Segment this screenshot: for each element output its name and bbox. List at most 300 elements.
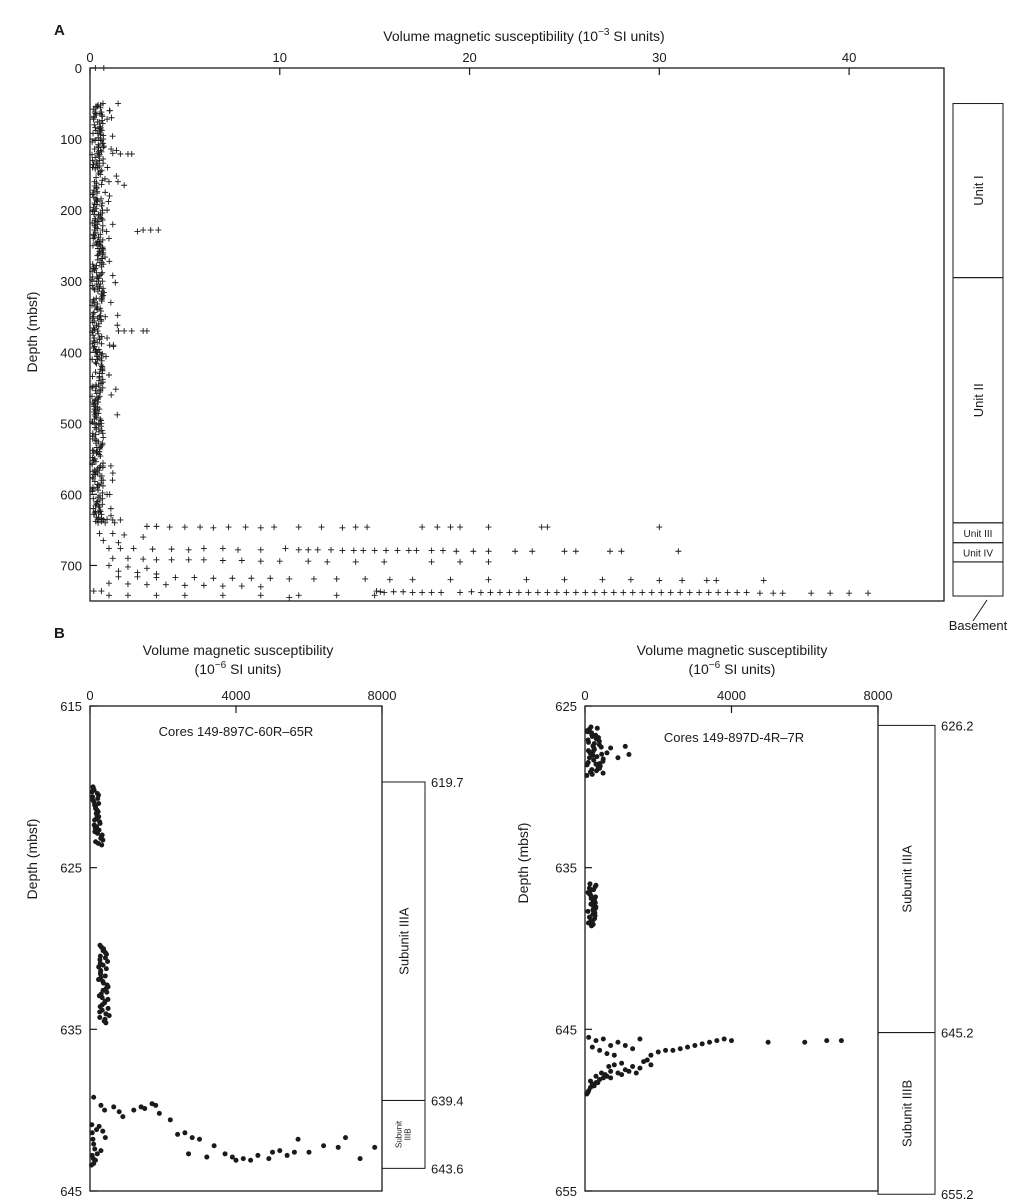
data-point bbox=[623, 744, 628, 749]
data-point bbox=[679, 577, 685, 583]
data-point bbox=[486, 559, 492, 565]
data-point bbox=[90, 496, 96, 502]
data-point bbox=[186, 547, 192, 553]
data-point bbox=[700, 1041, 705, 1046]
panel-a-x-tick-label: 40 bbox=[841, 50, 857, 65]
data-point bbox=[623, 1043, 628, 1048]
data-point bbox=[448, 577, 454, 583]
data-point bbox=[590, 734, 595, 739]
data-point bbox=[286, 594, 292, 600]
data-point bbox=[97, 305, 103, 311]
panel-b1-boundary-depth-label: 643.6 bbox=[431, 1161, 464, 1177]
data-point bbox=[637, 1037, 642, 1042]
data-point bbox=[223, 1151, 228, 1156]
data-point bbox=[169, 557, 175, 563]
data-point bbox=[241, 1156, 246, 1161]
data-point bbox=[239, 583, 245, 589]
data-point bbox=[153, 575, 159, 581]
data-point bbox=[96, 429, 102, 435]
data-point bbox=[115, 574, 121, 580]
data-point bbox=[585, 909, 590, 914]
panel-a-unit-label: Unit II bbox=[971, 383, 986, 418]
data-point bbox=[561, 548, 567, 554]
data-point bbox=[169, 546, 175, 552]
data-point bbox=[285, 1153, 290, 1158]
data-point bbox=[619, 1061, 624, 1066]
data-point bbox=[106, 258, 112, 264]
data-point bbox=[92, 125, 98, 131]
data-point bbox=[90, 298, 96, 304]
data-point bbox=[457, 524, 463, 530]
data-point bbox=[102, 176, 108, 182]
panel-b2-plot-frame bbox=[585, 706, 878, 1191]
data-point bbox=[255, 1153, 260, 1158]
data-point bbox=[100, 435, 106, 441]
data-point bbox=[729, 1038, 734, 1043]
data-point bbox=[593, 1038, 598, 1043]
data-point bbox=[364, 524, 370, 530]
data-point bbox=[99, 118, 105, 124]
data-point bbox=[153, 1103, 158, 1108]
panel-b1-y-tick-label: 625 bbox=[60, 860, 82, 876]
data-point bbox=[121, 182, 127, 188]
panel-b1-x-axis-title-line1: Volume magnetic susceptibility bbox=[142, 642, 334, 658]
panel-a-data-points bbox=[89, 65, 871, 600]
data-point bbox=[90, 1130, 95, 1135]
data-point bbox=[125, 592, 131, 598]
data-point bbox=[95, 487, 101, 493]
data-point bbox=[115, 328, 121, 334]
data-point bbox=[334, 592, 340, 598]
data-point bbox=[98, 308, 104, 314]
data-point bbox=[668, 589, 674, 595]
data-point bbox=[93, 432, 99, 438]
panel-b2-x-tick-label: 4000 bbox=[717, 688, 746, 703]
data-point bbox=[201, 545, 207, 551]
data-point bbox=[243, 524, 249, 530]
data-point bbox=[197, 524, 203, 530]
panel-a-y-tick-label: 0 bbox=[74, 61, 82, 76]
data-point bbox=[282, 545, 288, 551]
data-point bbox=[582, 589, 588, 595]
data-point bbox=[106, 545, 112, 551]
data-point bbox=[210, 575, 216, 581]
data-point bbox=[597, 1048, 602, 1053]
data-point bbox=[328, 547, 334, 553]
data-point bbox=[585, 762, 590, 767]
data-point bbox=[358, 1156, 363, 1161]
data-point bbox=[155, 227, 161, 233]
data-point bbox=[100, 237, 106, 243]
panel-a-y-tick-label: 300 bbox=[60, 274, 82, 290]
data-point bbox=[339, 525, 345, 531]
data-point bbox=[620, 589, 626, 595]
data-point bbox=[110, 555, 116, 561]
data-point bbox=[89, 1163, 94, 1168]
data-point bbox=[90, 130, 96, 136]
data-point bbox=[121, 532, 127, 538]
data-point bbox=[639, 589, 645, 595]
data-point bbox=[336, 1145, 341, 1150]
panel-a-x-tick-label: 30 bbox=[652, 50, 667, 65]
data-point bbox=[258, 584, 264, 590]
data-point bbox=[120, 1114, 125, 1119]
data-point bbox=[626, 752, 631, 757]
data-point bbox=[663, 1048, 668, 1053]
data-point bbox=[106, 1006, 111, 1011]
data-point bbox=[95, 481, 101, 487]
data-point bbox=[685, 1045, 690, 1050]
data-point bbox=[722, 1037, 727, 1042]
data-point bbox=[90, 789, 95, 794]
panel-b1-x-tick-label: 4000 bbox=[221, 688, 251, 703]
data-point bbox=[106, 562, 112, 568]
data-point bbox=[612, 1053, 617, 1058]
data-point bbox=[90, 486, 96, 492]
data-point bbox=[658, 589, 664, 595]
data-point bbox=[305, 547, 311, 553]
data-point bbox=[113, 386, 119, 392]
data-point bbox=[191, 575, 197, 581]
data-point bbox=[512, 548, 518, 554]
data-point bbox=[103, 973, 108, 978]
data-point bbox=[95, 288, 101, 294]
data-point bbox=[92, 1146, 97, 1151]
data-point bbox=[97, 453, 103, 459]
data-point bbox=[590, 772, 595, 777]
data-point bbox=[90, 332, 96, 338]
data-point bbox=[98, 588, 104, 594]
data-point bbox=[121, 328, 127, 334]
data-point bbox=[429, 548, 435, 554]
data-point bbox=[584, 773, 589, 778]
data-point bbox=[434, 524, 440, 530]
panel-b1-y-tick-label: 645 bbox=[60, 1184, 82, 1199]
data-point bbox=[487, 589, 493, 595]
data-point bbox=[220, 583, 226, 589]
panel-b2-lithologic-units bbox=[878, 718, 974, 1200]
data-point bbox=[97, 1010, 102, 1015]
data-point bbox=[593, 762, 598, 767]
panel-b1-unit-label: Subunit IIIA bbox=[396, 907, 412, 975]
data-point bbox=[97, 1015, 102, 1020]
data-point bbox=[104, 491, 110, 497]
data-point bbox=[630, 1064, 635, 1069]
data-point bbox=[92, 818, 97, 823]
data-point bbox=[761, 577, 767, 583]
data-point bbox=[744, 589, 750, 595]
data-point bbox=[453, 548, 459, 554]
data-point bbox=[175, 1132, 180, 1137]
data-point bbox=[106, 179, 112, 185]
data-point bbox=[92, 510, 98, 516]
data-point bbox=[110, 344, 116, 350]
data-point bbox=[470, 548, 476, 554]
data-point bbox=[106, 108, 112, 114]
panel-b1-unit-label: SubunitIIIB bbox=[394, 1120, 413, 1148]
data-point bbox=[619, 1072, 624, 1077]
data-point bbox=[210, 525, 216, 531]
data-point bbox=[102, 189, 108, 195]
data-point bbox=[277, 558, 283, 564]
data-point bbox=[182, 582, 188, 588]
data-point bbox=[220, 557, 226, 563]
data-point bbox=[248, 575, 254, 581]
data-point bbox=[258, 547, 264, 553]
data-point bbox=[292, 1150, 297, 1155]
data-point bbox=[606, 1064, 611, 1069]
data-point bbox=[92, 425, 98, 431]
panel-b2-y-axis-title: Depth (mbsf) bbox=[515, 822, 531, 904]
data-point bbox=[104, 228, 110, 234]
data-point bbox=[197, 1137, 202, 1142]
panel-a-x-axis-title: Volume magnetic susceptibility ($10^{-3}$ SI units) bbox=[383, 27, 665, 44]
data-point bbox=[97, 312, 103, 318]
panel-b2-boundary-depth-label: 626.2 bbox=[941, 718, 974, 734]
data-point bbox=[725, 589, 731, 595]
data-point bbox=[554, 589, 560, 595]
data-point bbox=[134, 574, 140, 580]
data-point bbox=[102, 314, 108, 320]
data-point bbox=[757, 590, 763, 596]
data-point bbox=[94, 307, 100, 313]
data-point bbox=[134, 228, 140, 234]
data-point bbox=[678, 1046, 683, 1051]
data-point bbox=[258, 592, 264, 598]
data-point bbox=[140, 227, 146, 233]
panel-a-y-tick-label: 500 bbox=[60, 416, 82, 432]
data-point bbox=[167, 524, 173, 530]
data-point bbox=[457, 559, 463, 565]
data-point bbox=[839, 1038, 844, 1043]
data-point bbox=[648, 1062, 653, 1067]
data-point bbox=[586, 1035, 591, 1040]
data-point bbox=[114, 412, 120, 418]
data-point bbox=[91, 227, 97, 233]
data-point bbox=[630, 589, 636, 595]
data-point bbox=[808, 590, 814, 596]
data-point bbox=[734, 589, 740, 595]
data-point bbox=[362, 576, 368, 582]
panel-b2-x-axis-title-line1: Volume magnetic susceptibility bbox=[636, 642, 828, 658]
data-point bbox=[589, 923, 594, 928]
data-point bbox=[92, 109, 98, 115]
data-point bbox=[319, 524, 325, 530]
data-point bbox=[594, 768, 599, 773]
data-point bbox=[99, 200, 105, 206]
data-point bbox=[448, 524, 454, 530]
data-point bbox=[780, 590, 786, 596]
data-point bbox=[91, 314, 97, 320]
data-point bbox=[525, 589, 531, 595]
panel-a-lithologic-units bbox=[953, 104, 1003, 596]
data-point bbox=[140, 556, 146, 562]
data-point bbox=[92, 137, 98, 143]
data-point bbox=[104, 207, 110, 213]
data-point bbox=[129, 151, 135, 157]
data-point bbox=[656, 524, 662, 530]
data-point bbox=[110, 133, 116, 139]
panel-a-y-tick-label: 400 bbox=[60, 345, 82, 361]
panel-b1-axes bbox=[60, 688, 396, 1199]
data-point bbox=[506, 589, 512, 595]
panel-b1-y-axis-title: Depth (mbsf) bbox=[24, 818, 40, 900]
data-point bbox=[91, 122, 97, 128]
panel-b1-y-tick-label: 615 bbox=[60, 699, 82, 714]
data-point bbox=[186, 1151, 191, 1156]
data-point bbox=[100, 538, 106, 544]
panel-b-letter: B bbox=[54, 625, 65, 642]
data-point bbox=[91, 335, 97, 341]
data-point bbox=[296, 524, 302, 530]
data-point bbox=[648, 1053, 653, 1058]
data-point bbox=[90, 285, 96, 291]
data-point bbox=[93, 206, 99, 212]
data-point bbox=[381, 559, 387, 565]
data-point bbox=[286, 576, 292, 582]
data-point bbox=[129, 328, 135, 334]
data-point bbox=[618, 548, 624, 554]
data-point bbox=[588, 1079, 593, 1084]
data-point bbox=[204, 1155, 209, 1160]
data-point bbox=[258, 558, 264, 564]
data-point bbox=[100, 490, 106, 496]
data-point bbox=[95, 796, 100, 801]
data-point bbox=[99, 216, 105, 222]
data-point bbox=[372, 1145, 377, 1150]
data-point bbox=[391, 589, 397, 595]
panel-b2-unit-label: Subunit IIIA bbox=[899, 845, 915, 913]
data-point bbox=[400, 589, 406, 595]
data-point bbox=[590, 1045, 595, 1050]
data-point bbox=[305, 558, 311, 564]
data-point bbox=[108, 392, 114, 398]
data-point bbox=[201, 557, 207, 563]
panel-a-unit-label: Unit I bbox=[971, 175, 986, 206]
data-point bbox=[212, 1143, 217, 1148]
data-point bbox=[98, 1103, 103, 1108]
panel-a-unit-box bbox=[953, 562, 1003, 596]
data-point bbox=[144, 582, 150, 588]
data-point bbox=[163, 582, 169, 588]
data-point bbox=[91, 1095, 96, 1100]
data-point bbox=[96, 371, 102, 377]
data-point bbox=[234, 1158, 239, 1163]
data-point bbox=[523, 577, 529, 583]
data-point bbox=[182, 592, 188, 598]
panel-a-x-tick-label: 0 bbox=[86, 50, 94, 65]
data-point bbox=[599, 745, 604, 750]
data-point bbox=[239, 557, 245, 563]
data-point bbox=[98, 126, 104, 132]
panel-a-unit-label: Unit IV bbox=[962, 548, 994, 560]
data-point bbox=[677, 589, 683, 595]
data-point bbox=[103, 354, 109, 360]
data-point bbox=[713, 577, 719, 583]
data-point bbox=[94, 390, 100, 396]
data-point bbox=[144, 565, 150, 571]
data-point bbox=[157, 1111, 162, 1116]
panel-a-y-tick-label: 700 bbox=[60, 558, 82, 574]
data-point bbox=[115, 540, 121, 546]
data-point bbox=[544, 524, 550, 530]
data-point bbox=[529, 548, 535, 554]
data-point bbox=[381, 589, 387, 595]
data-point bbox=[226, 524, 232, 530]
data-point bbox=[623, 1067, 628, 1072]
data-point bbox=[153, 523, 159, 529]
data-point bbox=[440, 548, 446, 554]
data-point bbox=[99, 358, 105, 364]
data-point bbox=[599, 752, 604, 757]
data-point bbox=[353, 559, 359, 565]
data-point bbox=[353, 524, 359, 530]
data-point bbox=[827, 590, 833, 596]
panel-a-x-tick-label: 10 bbox=[272, 50, 288, 65]
data-point bbox=[107, 1013, 112, 1018]
data-point bbox=[125, 581, 131, 587]
data-point bbox=[360, 548, 366, 554]
data-point bbox=[539, 524, 545, 530]
data-point bbox=[296, 1137, 301, 1142]
data-point bbox=[182, 524, 188, 530]
data-point bbox=[604, 1051, 609, 1056]
data-point bbox=[92, 146, 98, 152]
data-point bbox=[611, 589, 617, 595]
data-point bbox=[103, 1020, 108, 1025]
data-point bbox=[125, 564, 131, 570]
panel-b2-unit-label: Subunit IIIB bbox=[899, 1079, 915, 1148]
panel-b2-x-tick-label: 8000 bbox=[863, 688, 893, 703]
data-point bbox=[486, 577, 492, 583]
data-point bbox=[144, 328, 150, 334]
data-point bbox=[563, 589, 569, 595]
data-point bbox=[117, 517, 123, 523]
data-point bbox=[94, 160, 100, 166]
data-point bbox=[110, 273, 116, 279]
data-point bbox=[645, 1058, 650, 1063]
data-point bbox=[90, 311, 96, 317]
data-point bbox=[93, 369, 99, 375]
data-point bbox=[131, 545, 137, 551]
data-point bbox=[258, 525, 264, 531]
data-point bbox=[97, 507, 103, 513]
data-point bbox=[96, 346, 102, 352]
data-point bbox=[704, 577, 710, 583]
data-point bbox=[96, 530, 102, 536]
data-point bbox=[182, 1130, 187, 1135]
data-point bbox=[267, 575, 273, 581]
data-point bbox=[98, 1148, 103, 1153]
data-point bbox=[429, 589, 435, 595]
data-point bbox=[108, 463, 114, 469]
data-point bbox=[96, 157, 102, 163]
data-point bbox=[296, 547, 302, 553]
basement-label: Basement bbox=[948, 618, 1008, 633]
data-point bbox=[99, 203, 105, 209]
data-point bbox=[95, 831, 100, 836]
data-point bbox=[96, 504, 102, 510]
data-point bbox=[675, 548, 681, 554]
data-point bbox=[608, 746, 613, 751]
data-point bbox=[94, 301, 100, 307]
data-point bbox=[607, 548, 613, 554]
data-point bbox=[168, 1117, 173, 1122]
panel-b2-y-tick-label: 635 bbox=[555, 860, 577, 876]
data-point bbox=[715, 589, 721, 595]
data-point bbox=[410, 577, 416, 583]
data-point bbox=[429, 559, 435, 565]
